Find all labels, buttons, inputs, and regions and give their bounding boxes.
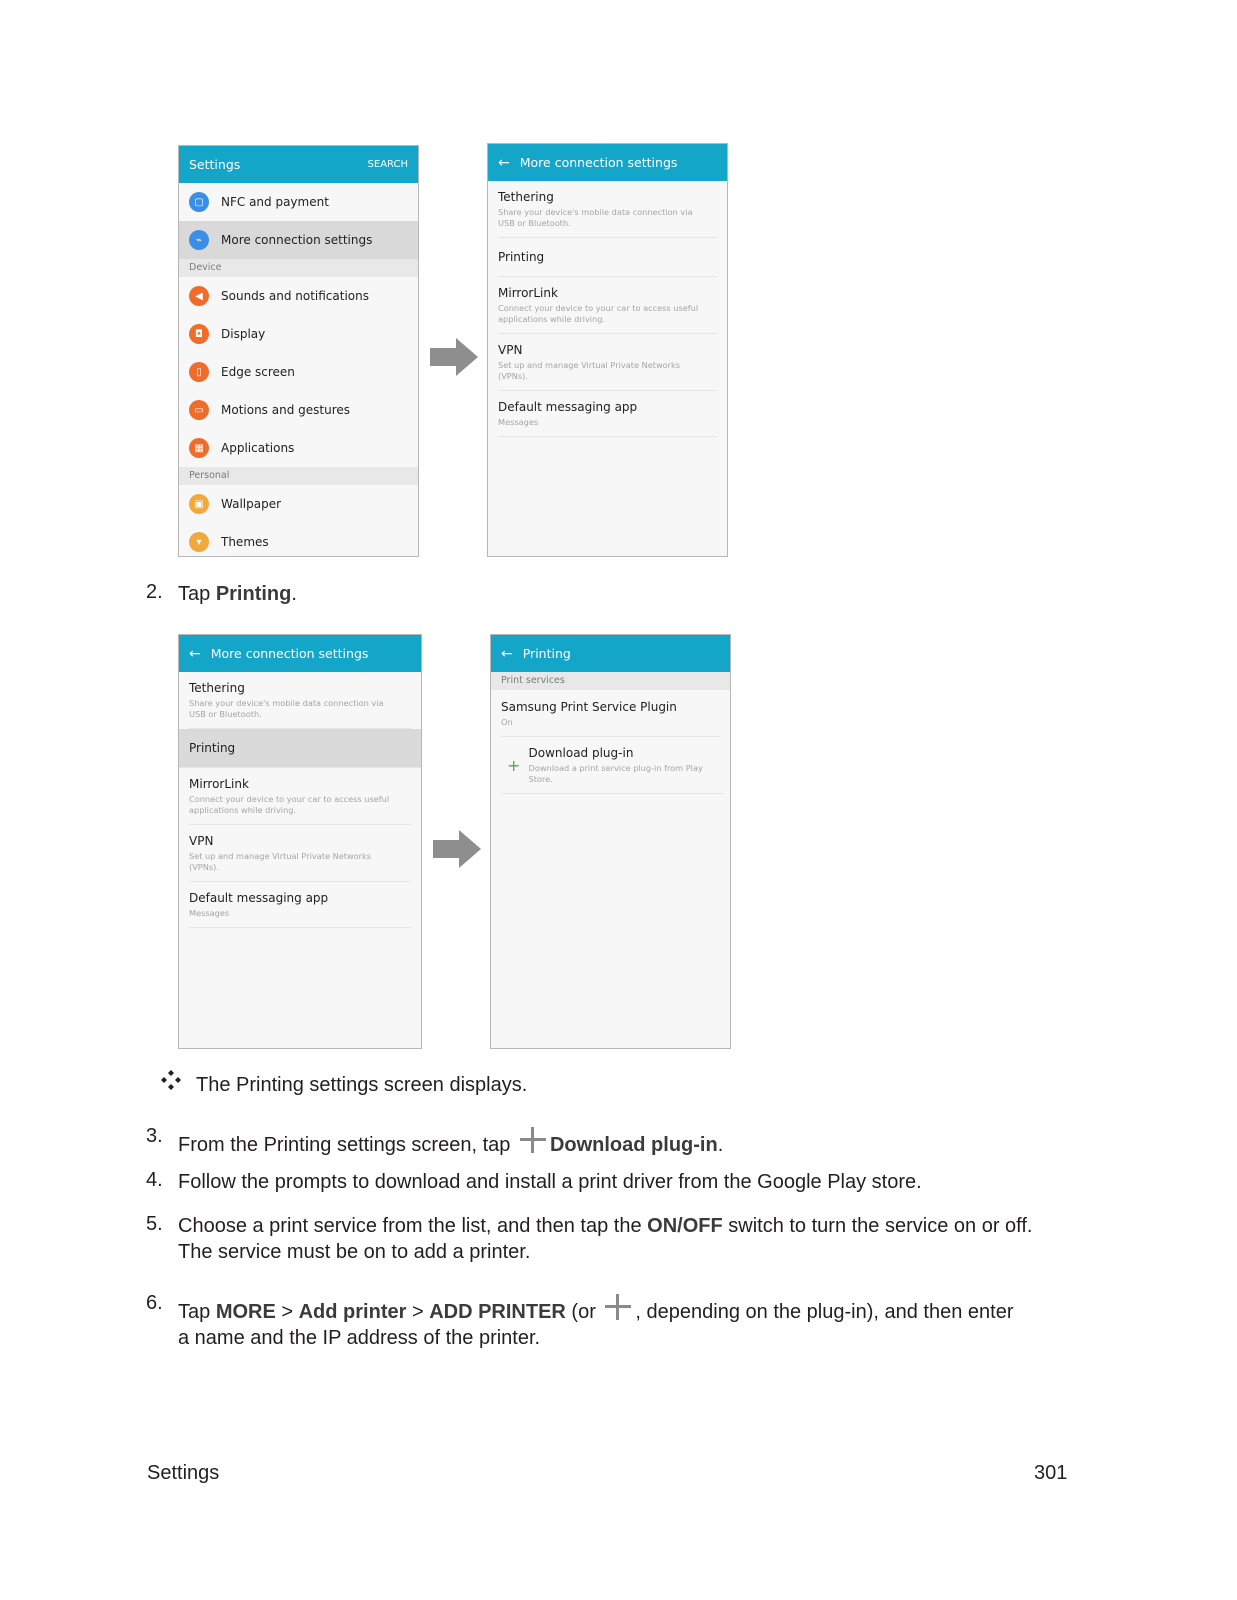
step-number: 6. [146,1292,163,1314]
footer-section: Settings [147,1462,220,1484]
speaker-icon: ◀ [189,286,209,306]
list-item-default-messaging[interactable] [498,391,717,437]
item-subtitle: Set up and manage Virtual Private Networks (VPNs). [189,851,372,872]
step-text: Choose a print service from the list, and then tap the [178,1215,648,1237]
appbar-title: More connection settings [519,155,678,170]
item-subtitle: Set up and manage Virtual Private Networks (VPNs). [498,360,681,381]
list-item-tethering[interactable] [498,181,717,238]
step-2-text [178,581,297,607]
step-4-text: Follow the prompts to download and install a print driver from the Google Play store. [178,1171,922,1193]
item-title: Printing [498,250,545,264]
step-number: 5. [146,1213,163,1235]
plus-icon [518,1125,548,1155]
step-text: . [717,1134,724,1156]
list-item-mirrorlink[interactable] [498,277,717,334]
item-subtitle: Download a print service plug-in from Play Store. [528,763,703,784]
add-printer-term: Add printer [298,1301,407,1323]
step-text: (or [565,1301,602,1323]
wallpaper-icon: ▣ [189,494,209,514]
step-text: Tap [178,583,216,605]
step-text: > [406,1301,430,1323]
more-connection-screenshot [487,143,728,557]
settings-item-label: Applications [221,441,295,455]
step-number: 2. [146,581,163,603]
settings-item-themes[interactable] [179,523,418,557]
section-header-print-services: Print services [491,672,730,690]
settings-item-applications[interactable] [179,429,418,467]
list-item-default-messaging[interactable] [189,882,411,928]
settings-item-label: Edge screen [221,365,295,379]
list-item-printing[interactable] [179,729,421,768]
section-header-device: Device [179,259,418,277]
right-arrow-icon [430,336,480,378]
item-title: Download plug-in [528,746,634,760]
settings-item-label: More connection settings [221,233,373,247]
printing-appbar [491,635,730,672]
settings-item-nfc[interactable] [179,183,418,221]
item-title: Tethering [189,681,245,695]
list-item-mirrorlink[interactable] [189,768,411,825]
item-subtitle: Connect your device to your car to access useful applications while driving. [189,794,390,815]
step-text: The service must be on to add a printer. [178,1241,531,1263]
back-arrow-icon[interactable]: ← [189,645,201,662]
settings-item-label: Wallpaper [221,497,282,511]
settings-item-wallpaper[interactable] [179,485,418,523]
appbar-title: Settings [189,157,241,172]
item-title: MirrorLink [189,777,249,791]
more-connection-appbar [179,635,421,672]
settings-item-label: Display [221,327,266,341]
settings-screenshot [178,145,419,557]
list-item-vpn[interactable] [189,825,411,882]
add-printer-caps-term: ADD PRINTER [429,1301,566,1323]
printing-screenshot [490,634,731,1049]
back-arrow-icon[interactable]: ← [498,154,510,171]
settings-item-label: Sounds and notifications [221,289,369,303]
step-text: From the Printing settings screen, tap [178,1134,516,1156]
right-arrow-icon [433,828,483,870]
edge-screen-icon: ▯ [189,362,209,382]
connection-icon: ⌁ [189,230,209,250]
step-5-text [178,1213,1032,1265]
step-number: 4. [146,1169,163,1191]
item-subtitle: Share your device's mobile data connection via USB or Bluetooth. [498,207,693,228]
item-title: Samsung Print Service Plugin [501,700,677,714]
more-connection-appbar [488,144,727,181]
nfc-icon: ▢ [189,192,209,212]
item-subtitle: Messages [498,417,539,427]
settings-item-display[interactable] [179,315,418,353]
diamond-bullet-icon [160,1069,182,1091]
step-text: switch to turn the service on or off. [722,1215,1033,1237]
list-item-samsung-print-service[interactable] [501,690,720,737]
back-arrow-icon[interactable]: ← [501,645,513,662]
search-button[interactable]: SEARCH [367,159,408,170]
item-subtitle: Connect your device to your car to access useful applications while driving. [498,303,699,324]
step-text: , depending on the plug-in), and then enter [635,1301,1014,1323]
item-title: Default messaging app [189,891,329,905]
item-subtitle: Messages [189,908,230,918]
printing-term: Printing [215,583,292,605]
step-text: . [291,583,297,605]
on-off-term: ON/OFF [647,1215,723,1237]
section-header-personal: Personal [179,467,418,485]
step-text: > [275,1301,299,1323]
apps-icon: ▦ [189,438,209,458]
display-icon: ◘ [189,324,209,344]
list-item-vpn[interactable] [498,334,717,391]
page-number: 301 [1034,1462,1068,1484]
more-term: MORE [215,1301,276,1323]
appbar-title: More connection settings [210,646,369,661]
settings-item-label: NFC and payment [221,195,329,209]
settings-appbar [179,146,418,183]
settings-item-more-connection[interactable] [179,221,418,259]
item-title: Printing [189,741,236,755]
item-subtitle: On [501,717,513,727]
plus-icon [603,1292,633,1322]
item-title: Default messaging app [498,400,638,414]
step-3-text [178,1125,723,1158]
step-text: a name and the IP address of the printer. [178,1327,541,1349]
step-text: Tap [178,1301,216,1323]
settings-item-sounds[interactable] [179,277,418,315]
list-item-printing[interactable] [498,238,717,277]
item-title: VPN [498,343,523,357]
settings-item-edge[interactable] [179,353,418,391]
list-item-download-plugin[interactable] [501,737,724,794]
motion-icon: ▭ [189,400,209,420]
appbar-title: Printing [522,646,571,661]
item-title: VPN [189,834,214,848]
more-connection-screenshot-2 [178,634,422,1049]
list-item-tethering[interactable] [189,672,411,729]
item-title: Tethering [498,190,554,204]
settings-item-label: Motions and gestures [221,403,351,417]
themes-icon: ▾ [189,532,209,552]
item-title: MirrorLink [498,286,558,300]
item-subtitle: Share your device's mobile data connection via USB or Bluetooth. [189,698,384,719]
settings-item-label: Themes [221,535,269,549]
step-number: 3. [146,1125,163,1147]
plus-icon: + [507,756,521,775]
settings-item-motions[interactable] [179,391,418,429]
result-text: The Printing settings screen displays. [196,1074,528,1096]
step-6-text [178,1292,1014,1351]
download-plugin-term: Download plug-in [549,1134,718,1156]
